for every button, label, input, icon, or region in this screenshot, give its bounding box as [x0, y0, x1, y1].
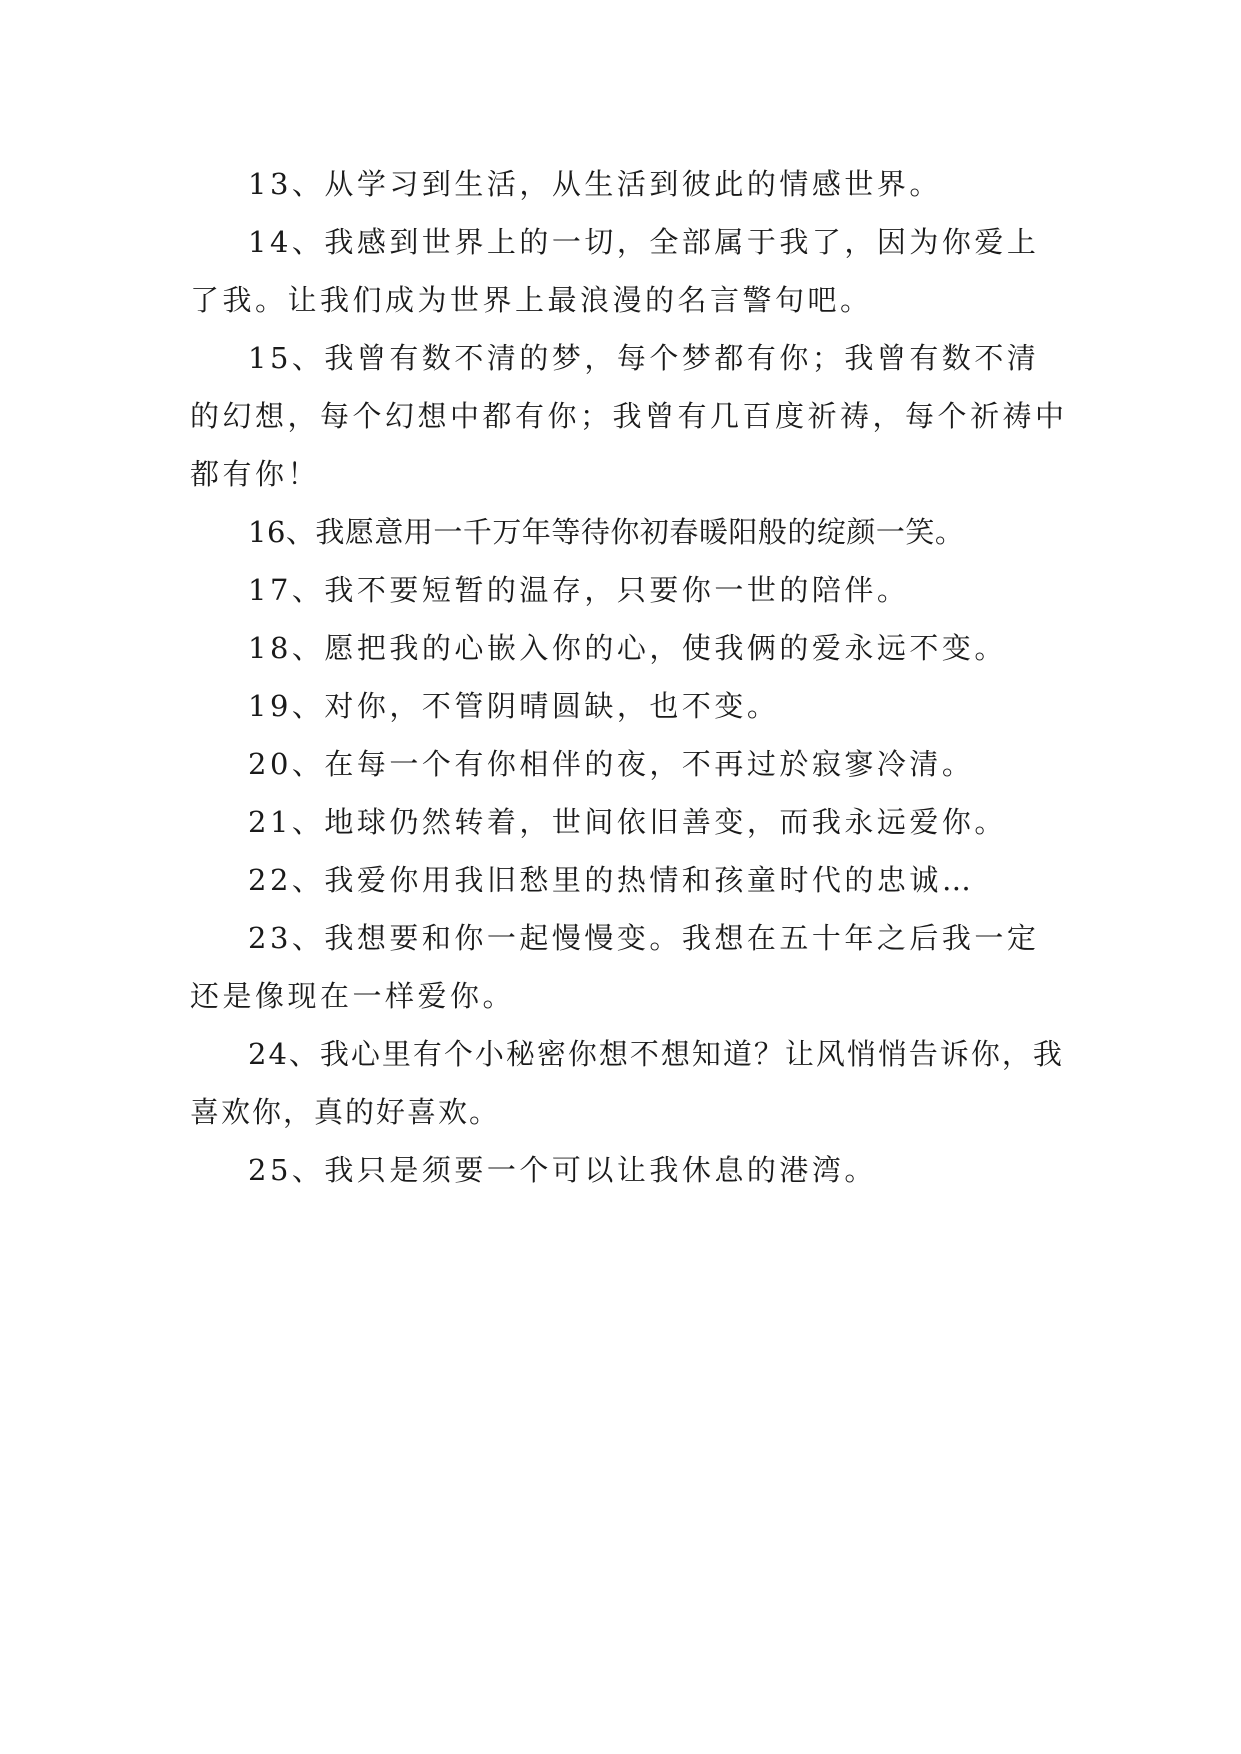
paragraph-13: 13、从学习到生活，从生活到彼此的情感世界。: [248, 167, 942, 201]
paragraph-21: 21、地球仍然转着，世间依旧善变，而我永远爱你。: [248, 805, 1007, 839]
paragraph-25: 25、我只是须要一个可以让我休息的港湾。: [248, 1153, 877, 1187]
paragraph-14: 14、我感到世界上的一切，全部属于我了，因为你爱上了我。让我们成为世界上最浪漫的名言警句吧。: [190, 225, 1040, 317]
paragraph-17: 17、我不要短暂的温存，只要你一世的陪伴。: [248, 573, 910, 607]
paragraph-18: 18、愿把我的心嵌入你的心，使我俩的爱永远不变。: [248, 631, 1007, 665]
paragraph-19: 19、对你，不管阴晴圆缺，也不变。: [248, 689, 780, 723]
paragraph-15: 15、我曾有数不清的梦，每个梦都有你；我曾有数不清的幻想，每个幻想中都有你；我曾有几百度祈祷，每个祈祷中都有你！: [190, 341, 1068, 491]
paragraph-24: 24、我心里有个小秘密你想不想知道？让风悄悄告诉你，我喜欢你，真的好喜欢。: [190, 1037, 1064, 1129]
paragraph-16: 16、我愿意用一千万年等待你初春暖阳般的绽颜一笑。: [248, 515, 965, 549]
paragraph-22: 22、我爱你用我旧愁里的热情和孩童时代的忠诚…: [248, 863, 975, 897]
paragraph-20: 20、在每一个有你相伴的夜，不再过於寂寥冷清。: [248, 747, 975, 781]
paragraph-23: 23、我想要和你一起慢慢变。我想在五十年之后我一定还是像现在一样爱你。: [190, 921, 1040, 1013]
document-body: [190, 155, 1070, 1199]
